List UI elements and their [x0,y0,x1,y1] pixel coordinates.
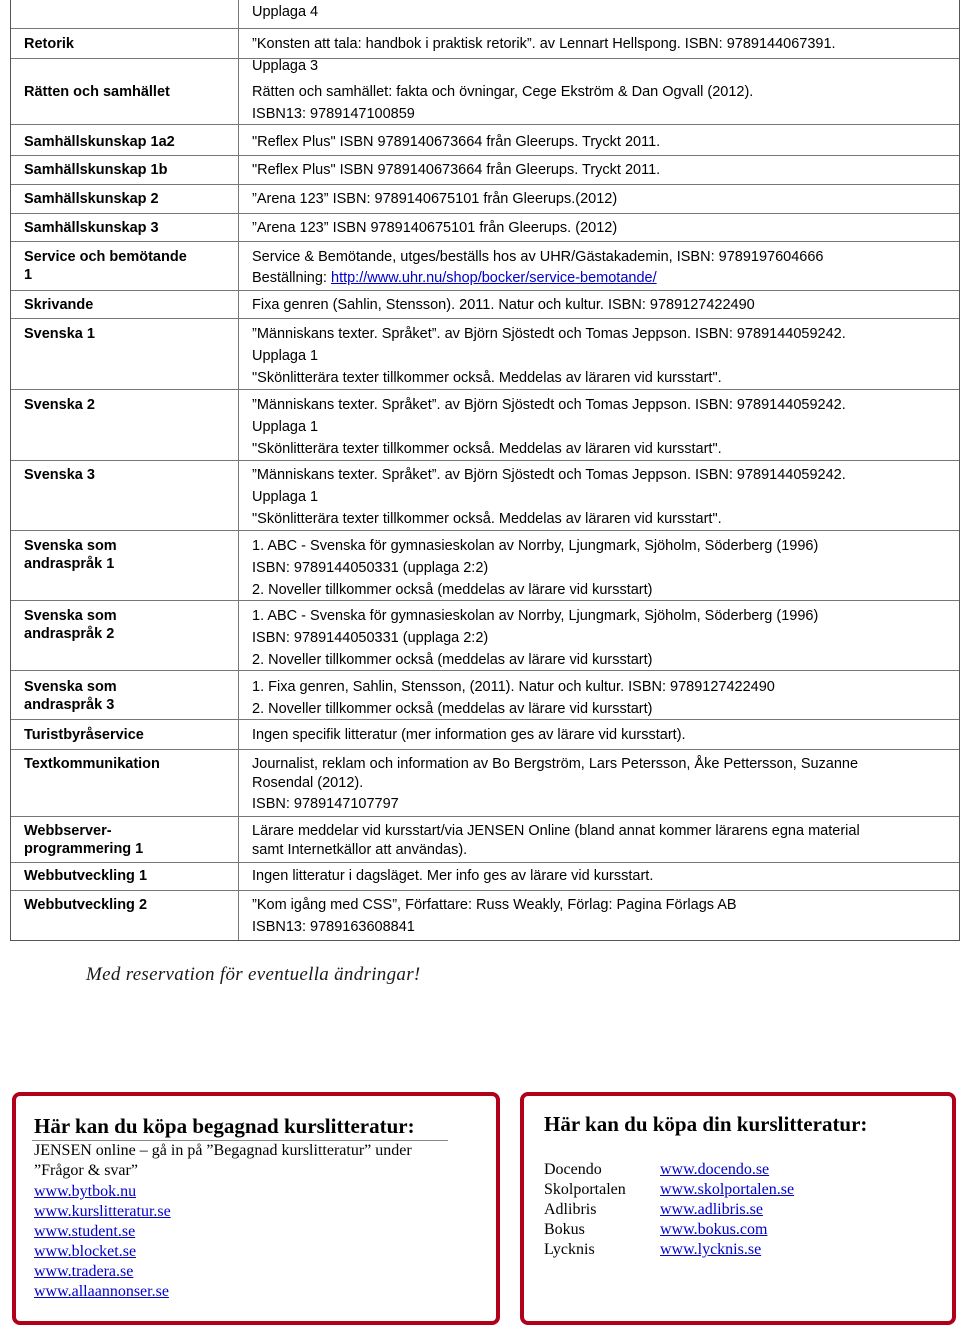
book-info-line: 1. ABC - Svenska för gymnasieskolan av Norrby, Ljungmark, Sjöholm, Söderberg (1996) [252,608,819,624]
store-name: Lycknis [544,1241,595,1258]
book-info-line: ”Kom igång med CSS”, Författare: Russ Weakly, Förlag: Pagina Förlags AB [252,897,737,913]
subject-label: Svenska som [24,679,117,695]
used-books-intro: ”Frågor & svar” [34,1162,138,1179]
book-info-line: ISBN: 9789147107797 [252,796,399,812]
used-books-title: Här kan du köpa begagnad kurslitteratur: [34,1114,415,1138]
row-divider [11,816,959,817]
bokus-link[interactable]: www.bokus.com [660,1221,768,1238]
book-info-line: Service & Bemötande, utges/beställs hos av UHR/Gästakademin, ISBN: 9789197604666 [252,249,824,265]
book-info-line: 1. ABC - Svenska för gymnasieskolan av Norrby, Ljungmark, Sjöholm, Söderberg (1996) [252,538,819,554]
book-info-line: Rosendal (2012). [252,775,364,791]
book-info-line: Upplaga 1 [252,489,319,505]
book-info-line: ”Arena 123” ISBN: 9789140675101 från Gleerups.(2012) [252,191,618,207]
subject-label: Webbutveckling 2 [24,897,148,913]
reservation-note: Med reservation för eventuella ändringar! [86,964,421,985]
row-divider [11,862,959,863]
book-info-line: Ingen litteratur i dagsläget. Mer info ges av lärare vid kursstart. [252,868,654,884]
book-info-line: ”Människans texter. Språket”. av Björn Sjöstedt och Tomas Jeppson. ISBN: 9789144059242. [252,467,846,483]
book-info-line: ISBN: 9789144050331 (upplaga 2:2) [252,630,489,646]
book-info-line: samt Internetkällor att användas). [252,842,468,858]
row-divider [11,184,959,185]
skolportalen-link[interactable]: www.skolportalen.se [660,1181,795,1198]
row-divider [11,155,959,156]
subject-label: Svenska 1 [24,326,95,342]
book-info-line: Ingen specifik litteratur (mer information ges av lärare vid kursstart). [252,727,686,743]
adlibris-link[interactable]: www.adlibris.se [660,1201,763,1218]
kurslitteratur-link[interactable]: www.kurslitteratur.se [34,1203,171,1220]
subject-label: Rätten och samhället [24,84,170,100]
used-books-box [12,1092,500,1325]
bytbok-link[interactable]: www.bytbok.nu [34,1183,137,1200]
store-name: Adlibris [544,1201,597,1218]
subject-label: Webbutveckling 1 [24,868,148,884]
subject-label: Samhällskunskap 1a2 [24,134,175,150]
store-name: Bokus [544,1221,585,1238]
subject-label: programmering 1 [24,841,144,857]
row-divider [11,600,959,601]
book-info-line: 2. Noveller tillkommer också (meddelas av lärare vid kursstart) [252,652,653,668]
row-divider [11,749,959,750]
book-info-line: Rätten och samhället: fakta och övningar, Cege Ekström & Dan Ogvall (2012). [252,84,754,100]
new-books-box [520,1092,956,1325]
book-info-line: ”Arena 123” ISBN 9789140675101 från Gleerups. (2012) [252,220,618,236]
row-divider [11,460,959,461]
uhr-shop-link[interactable]: http://www.uhr.nu/shop/bocker/service-bemotande/ [331,270,657,286]
book-info-line: ISBN13: 9789147100859 [252,106,415,122]
row-divider [11,290,959,291]
book-info-line: Upplaga 1 [252,419,319,435]
book-info-line: Upplaga 3 [252,58,319,74]
book-info-line: Upplaga 4 [252,4,319,20]
subject-label: Textkommunikation [24,756,160,772]
book-info-line: 2. Noveller tillkommer också (meddelas av lärare vid kursstart) [252,701,653,717]
new-books-title: Här kan du köpa din kurslitteratur: [544,1112,868,1136]
row-divider [11,241,959,242]
column-divider [238,0,239,940]
order-prefix: Beställning: [252,270,331,286]
book-info-line: "Reflex Plus" ISBN 9789140673664 från Gleerups. Tryckt 2011. [252,134,661,150]
subject-label: Retorik [24,36,74,52]
store-name: Skolportalen [544,1181,626,1198]
row-divider [11,389,959,390]
book-info-line: 1. Fixa genren, Sahlin, Stensson, (2011). Natur och kultur. ISBN: 9789127422490 [252,679,775,695]
subject-label: Svenska 3 [24,467,95,483]
subject-label: Turistbyråservice [24,727,144,743]
book-info-line: ISBN13: 9789163608841 [252,919,415,935]
book-info-line: ”Människans texter. Språket”. av Björn Sjöstedt och Tomas Jeppson. ISBN: 9789144059242. [252,326,846,342]
subject-label: Samhällskunskap 1b [24,162,168,178]
row-divider [11,719,959,720]
subject-label: Svenska 2 [24,397,95,413]
book-info-line: Lärare meddelar vid kursstart/via JENSEN Online (bland annat kommer lärarens egna material [252,823,860,839]
subject-label: Svenska som [24,538,117,554]
subject-label: 1 [24,267,33,283]
row-divider [11,890,959,891]
book-info-line: Upplaga 1 [252,348,319,364]
book-info-line: 2. Noveller tillkommer också (meddelas av lärare vid kursstart) [252,582,653,598]
book-info-line: Fixa genren (Sahlin, Stensson). 2011. Natur och kultur. ISBN: 9789127422490 [252,297,755,313]
book-info-line: "Skönlitterära texter tillkommer också. Meddelas av läraren vid kursstart". [252,511,722,527]
book-info-line: Journalist, reklam och information av Bo Bergström, Lars Petersson, Åke Pettersson, Suzanne [252,756,859,772]
subject-label: Service och bemötande [24,249,187,265]
row-divider [11,28,959,29]
book-info-line: ISBN: 9789144050331 (upplaga 2:2) [252,560,489,576]
book-info-line: "Skönlitterära texter tillkommer också. Meddelas av läraren vid kursstart". [252,370,722,386]
subject-label: Samhällskunskap 3 [24,220,159,236]
row-divider [11,58,959,59]
order-line [252,269,657,287]
blocket-link[interactable]: www.blocket.se [34,1243,137,1260]
book-info-line: "Skönlitterära texter tillkommer också. Meddelas av läraren vid kursstart". [252,441,722,457]
tradera-link[interactable]: www.tradera.se [34,1263,134,1280]
lycknis-link[interactable]: www.lycknis.se [660,1241,762,1258]
subject-label: andraspråk 2 [24,626,115,642]
book-info-line: "Reflex Plus" ISBN 9789140673664 från Gleerups. Tryckt 2011. [252,162,661,178]
docendo-link[interactable]: www.docendo.se [660,1161,770,1178]
allaannonser-link[interactable]: www.allaannonser.se [34,1283,169,1300]
store-name: Docendo [544,1161,602,1178]
subject-label: Webbserver- [24,823,112,839]
row-divider [11,530,959,531]
book-info-line: ”Människans texter. Språket”. av Björn Sjöstedt och Tomas Jeppson. ISBN: 9789144059242. [252,397,846,413]
row-divider [11,318,959,319]
student-link[interactable]: www.student.se [34,1223,136,1240]
row-divider [11,213,959,214]
subject-label: Skrivande [24,297,94,313]
subject-label: Samhällskunskap 2 [24,191,159,207]
row-divider [11,670,959,671]
book-info-line: ”Konsten att tala: handbok i praktisk retorik”. av Lennart Hellspong. ISBN: 9789144067391. [252,36,836,52]
subject-label: Svenska som [24,608,117,624]
used-books-intro: JENSEN online – gå in på ”Begagnad kurslitteratur” under [34,1142,412,1159]
subject-label: andraspråk 1 [24,556,115,572]
row-divider [11,124,959,125]
subject-label: andraspråk 3 [24,697,115,713]
